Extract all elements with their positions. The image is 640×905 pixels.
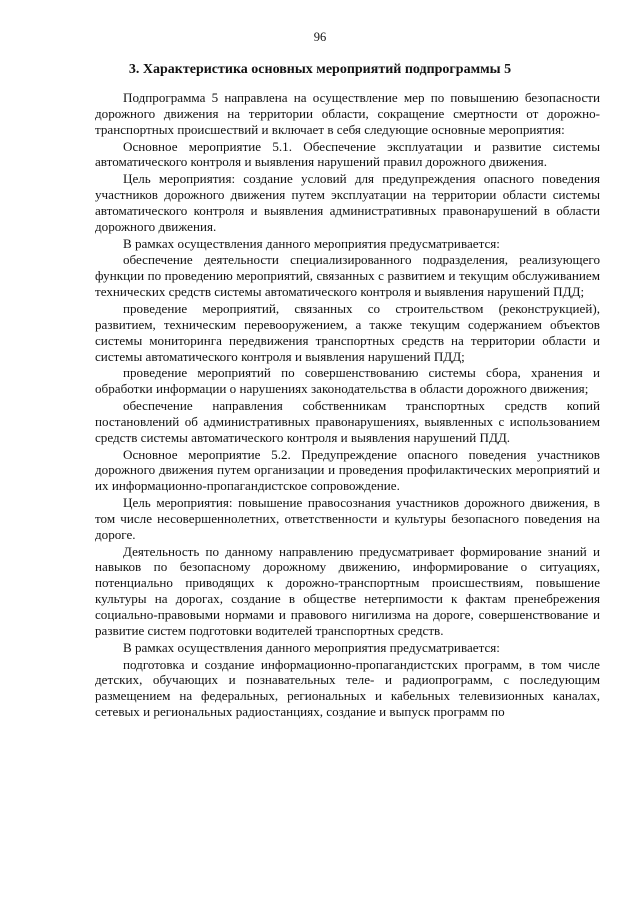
paragraph: Деятельность по данному направлению предусматривает формирование знаний и навыков по безопасному дорожному движению, информирование о ситуациях, потенциально приводящих к дорожно-транспортным происшествиям, повышение культуры на дорогах, создание в обществе нетерпимости к фактам пренебрежения социально-правовыми нормами и правового нигилизма на дороге, совершенствование и развитие систем подготовки водителей транспортных средств.	[95, 543, 600, 638]
paragraph: подготовка и создание информационно-пропагандистских программ, в том числе детских, обучающих и познавательных теле- и радиопрограмм, с последующим размещением на федеральных, региональных и кабельных телевизионных каналах, сетевых и региональных радиостанциях, создание и выпуск программ по	[95, 656, 600, 720]
paragraph: В рамках осуществления данного мероприятия предусматривается:	[123, 235, 500, 251]
paragraph: обеспечение деятельности специализированного подразделения, реализующего функции по проведению мероприятий, связанных с развитием и текущим обслуживанием технических средств системы автоматического контроля и выявления нарушений ПДД;	[95, 252, 600, 300]
paragraph: проведение мероприятий, связанных со строительством (реконструкцией), развитием, техническим перевооружением, а также текущим содержанием объектов системы мониторинга передвижения транспортных средств на территории области и системы автоматического контроля и выявления нарушений ПДД;	[95, 300, 600, 364]
paragraph: Основное мероприятие 5.2. Предупреждение опасного поведения участников дорожного движения путем организации и проведения профилактических мероприятий и их информационно-пропагандистское сопровождение.	[95, 446, 600, 494]
paragraph: В рамках осуществления данного мероприятия предусматривается:	[123, 639, 500, 655]
section-heading: 3. Характеристика основных мероприятий подпрограммы 5	[128, 62, 512, 77]
paragraph: проведение мероприятий по совершенствованию системы сбора, хранения и обработки информации о нарушениях законодательства в области дорожного движения;	[95, 365, 600, 397]
body-text	[95, 90, 600, 721]
paragraph: Цель мероприятия: создание условий для предупреждения опасного поведения участников дорожного движения путем эксплуатации на территории области системы автоматического контроля и выявления административных правонарушений в области дорожного движения.	[95, 171, 600, 234]
paragraph: Подпрограмма 5 направлена на осуществление мер по повышению безопасности дорожного движения на территории области, сокращение смертности от дорожно-транспортных происшествий и включает в себя следующие основные мероприятия:	[95, 90, 600, 137]
page-number: 96	[313, 30, 327, 44]
paragraph: Основное мероприятие 5.1. Обеспечение эксплуатации и развитие системы автоматического контроля и выявления нарушений правил дорожного движения.	[95, 138, 600, 170]
paragraph: Цель мероприятия: повышение правосознания участников дорожного движения, в том числе несовершеннолетних, ответственности и культуры безопасного поведения на дороге.	[95, 495, 600, 542]
paragraph: обеспечение направления собственникам транспортных средств копий постановлений об административных правонарушениях, выявленных с использованием средств системы автоматического контроля и выявления нарушений ПДД.	[95, 398, 600, 445]
